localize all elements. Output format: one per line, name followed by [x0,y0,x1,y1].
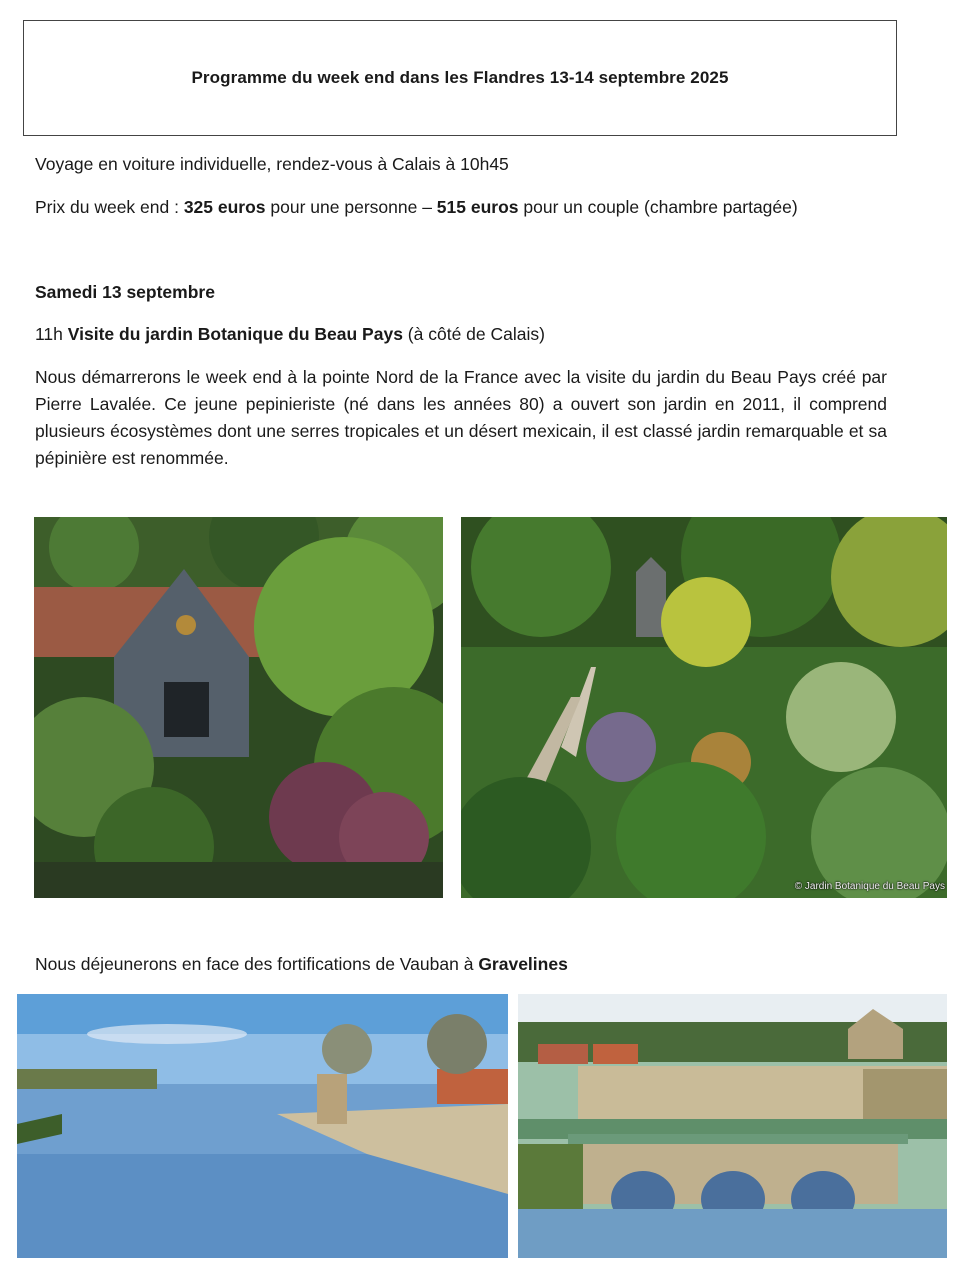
garden-path-photo [461,517,947,898]
visit-time: 11h [35,324,68,344]
lunch-line [35,951,568,978]
visit-location: (à côté de Calais) [402,324,545,344]
visit-line [35,321,545,348]
day-heading: Samedi 13 septembre [35,282,215,302]
garden-house-photo [34,517,443,898]
travel-info: Voyage en voiture individuelle, rendez-vous à Calais à 10h45 [35,154,509,174]
price-prefix: Prix du week end : [35,197,184,217]
price-single: 325 euros [183,197,266,217]
gravelines-canal-photo [17,994,508,1258]
price-couple: 515 euros [436,197,519,217]
title-box [23,20,897,136]
page-title: Programme du week end dans les Flandres 13-14 septembre 2025 [191,68,729,87]
photo-credit: © Jardin Botanique du Beau Pays [794,881,945,892]
lunch-prefix: Nous déjeunerons en face des fortifications de Vauban à [35,954,479,974]
lunch-place: Gravelines [478,954,568,974]
price-info [35,194,798,221]
garden-description: Nous démarrerons le week end à la pointe Nord de la France avec la visite du jardin du Beau Pays créé par Pierre Lavalée. Ce jeune pepinieriste (né dans les années 80) a ouvert son jardin en 2011, il comprend plusieurs écosystèmes dont une serres tropicales et un désert mexicain, il est classé jardin remarquable et sa pépinière est renommée. [35,367,887,468]
visit-title: Visite du jardin Botanique du Beau Pays [67,324,403,344]
price-suffix: pour un couple (chambre partagée) [518,197,798,217]
vauban-fortifications-photo [518,994,947,1258]
price-middle: pour une personne – [265,197,437,217]
